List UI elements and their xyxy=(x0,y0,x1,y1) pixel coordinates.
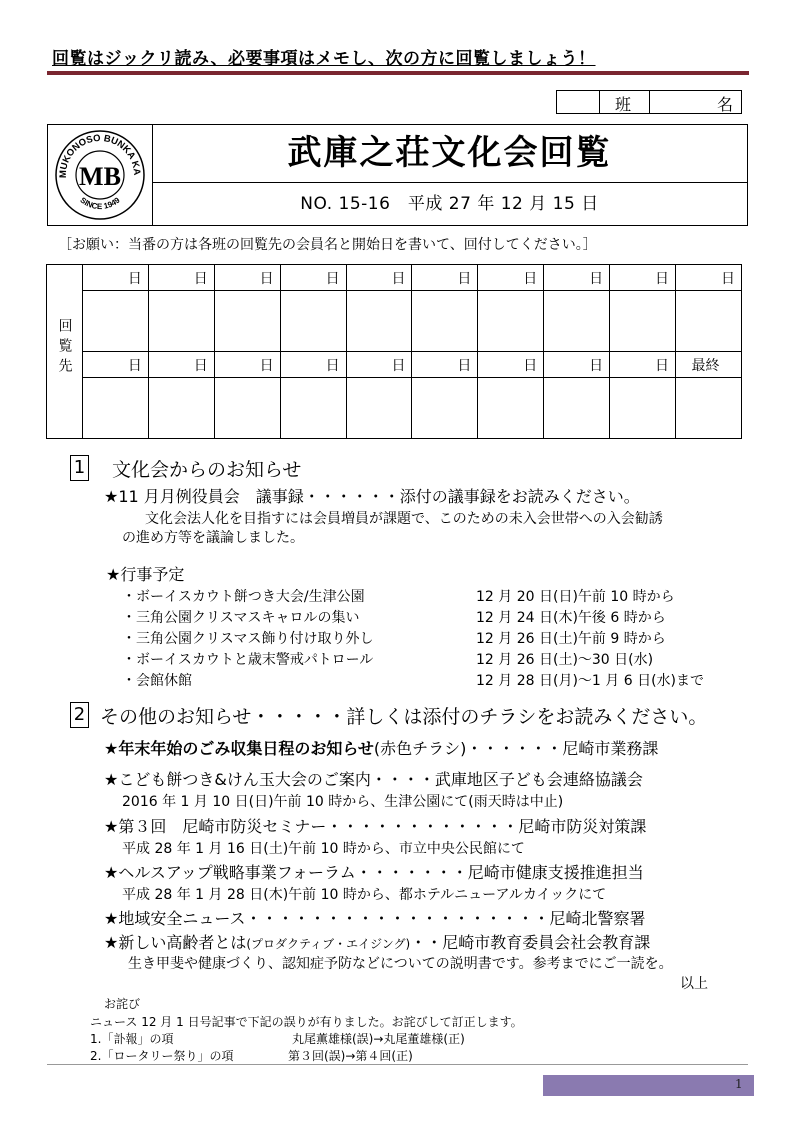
day-cell[interactable]: 日 xyxy=(610,265,676,291)
member-name-cell[interactable] xyxy=(610,291,676,352)
member-name-cell[interactable] xyxy=(478,291,544,352)
member-name-cell[interactable] xyxy=(544,291,610,352)
minutes-body-line-1: 文化会法人化を目指すには会員増員が課題で、このための未入会世帯への入会勧誘 xyxy=(145,511,663,527)
event-name: ・会館休館 xyxy=(122,673,192,689)
day-cell[interactable]: 日 xyxy=(412,265,478,291)
member-name-cell[interactable] xyxy=(148,291,214,352)
day-cell[interactable]: 日 xyxy=(83,352,149,378)
minutes-body-line-2: の進め方等を議論しました。 xyxy=(122,530,304,546)
notice-item xyxy=(104,930,650,953)
notice-tail: (赤色チラシ)・・・・・・尼崎市業務課 xyxy=(373,739,659,758)
correction-fix: 丸尾薫雄様(誤)→丸尾董雄様(正) xyxy=(292,1032,465,1046)
notice-tail: ・・尼崎市教育委員会社会教育課 xyxy=(410,933,651,952)
event-date: 12 月 20 日(日)午前 10 時から xyxy=(476,589,675,605)
day-cell[interactable]: 日 xyxy=(280,352,346,378)
correction-label: 2.「ロータリー祭り」の項 xyxy=(90,1049,234,1063)
day-cell[interactable]: 日 xyxy=(610,352,676,378)
day-cell[interactable]: 日 xyxy=(676,265,742,291)
circulation-label xyxy=(47,265,83,439)
member-name-cell[interactable] xyxy=(148,378,214,439)
circulation-label-text: 回覧先 xyxy=(56,318,73,378)
day-cell[interactable]: 日 xyxy=(280,265,346,291)
notice-item xyxy=(104,736,658,759)
member-name-cell[interactable] xyxy=(676,378,742,439)
notice-item: ★こども餅つき&けん玉大会のご案内・・・・武庫地区子ども会連絡協議会 xyxy=(104,770,643,789)
page-title: 武庫之荘文化会回覧 xyxy=(287,133,612,173)
apology-body: ニュース 12 月 1 日号記事で下記の誤りが有りました。お詫びして訂正します。 xyxy=(90,1015,523,1029)
title-box xyxy=(47,124,748,226)
svg-text:SINCE 1949 xyxy=(78,195,122,211)
member-name-cell[interactable] xyxy=(412,378,478,439)
circulation-instruction-banner: 回覧はジックリ読み、必要事項はメモし、次の方に回覧しましょう！ xyxy=(52,49,596,69)
logo-initials: MB xyxy=(79,162,121,191)
footer-rule xyxy=(47,1064,748,1065)
member-name-cell[interactable] xyxy=(346,378,412,439)
member-name-cell[interactable] xyxy=(478,378,544,439)
day-cell[interactable]: 日 xyxy=(214,352,280,378)
apology-title: お詫び xyxy=(104,997,141,1011)
member-name-cell[interactable] xyxy=(214,291,280,352)
minutes-title: ★11 月月例役員会 議事録・・・・・・添付の議事録をお読みください。 xyxy=(104,487,640,506)
final-cell[interactable]: 最終 xyxy=(676,352,742,378)
notice-item: ★ヘルスアップ戦略事業フォーラム・・・・・・・尼崎市健康支援推進担当 xyxy=(104,863,644,882)
issue-number-date: NO. 15-16 平成 27 年 12 月 15 日 xyxy=(300,194,599,214)
logo-cell xyxy=(48,125,153,225)
notice-item: ★地域安全ニュース・・・・・・・・・・・・・・・・・・・尼崎北警察署 xyxy=(104,909,646,928)
notice-subtitle: (プロダクティブ・エイジング) xyxy=(246,937,411,951)
event-name: ・ボーイスカウトと歳末警戒パトロール xyxy=(122,652,374,668)
member-name-cell[interactable] xyxy=(610,378,676,439)
day-cell[interactable]: 日 xyxy=(478,352,544,378)
circulation-table xyxy=(46,264,742,439)
notice-head: ★新しい高齢者とは xyxy=(104,933,247,952)
correction-fix: 第３回(誤)→第４回(正) xyxy=(288,1049,413,1063)
section-2-number: 2 xyxy=(70,702,89,728)
notice-detail: 2016 年 1 月 10 日(日)午前 10 時から、生津公園にて(雨天時は中止) xyxy=(122,794,564,810)
event-name: ・三角公園クリスマスキャロルの集い xyxy=(122,610,360,626)
class-label: 班 xyxy=(615,95,632,114)
section-1-number: 1 xyxy=(70,455,89,481)
correction-label: 1.「訃報」の項 xyxy=(90,1032,174,1046)
footer-bar xyxy=(543,1075,754,1096)
event-date: 12 月 26 日(土)～30 日(水) xyxy=(476,652,654,668)
logo-arc-text: MUKONOSO BUNKA KA xyxy=(57,132,143,179)
notice-head: ★年末年始のごみ収集日程のお知らせ xyxy=(104,739,374,758)
section-2-title: その他のお知らせ・・・・・詳しくは添付のチラシをお読みください。 xyxy=(100,706,708,728)
member-name-cell[interactable] xyxy=(280,291,346,352)
day-cell[interactable]: 日 xyxy=(214,265,280,291)
name-label: 名 xyxy=(717,95,734,114)
member-name-cell[interactable] xyxy=(280,378,346,439)
notice-detail: 平成 28 年 1 月 28 日(木)午前 10 時から、都ホテルニューアルカイックにて xyxy=(122,887,607,903)
logo-since: SINCE 1949 xyxy=(78,195,122,212)
day-cell[interactable]: 日 xyxy=(478,265,544,291)
day-cell[interactable]: 日 xyxy=(544,265,610,291)
member-name-cell[interactable] xyxy=(676,291,742,352)
closing-ijo: 以上 xyxy=(680,976,708,992)
day-cell[interactable]: 日 xyxy=(544,352,610,378)
member-name-cell[interactable] xyxy=(214,378,280,439)
day-cell[interactable]: 日 xyxy=(148,265,214,291)
member-name-cell[interactable] xyxy=(83,291,149,352)
section-1-title: 文化会からのお知らせ xyxy=(112,459,302,481)
notice-item: ★第３回 尼崎市防災セミナー・・・・・・・・・・・・尼崎市防災対策課 xyxy=(104,817,647,836)
event-name: ・ボーイスカウト餅つき大会/生津公園 xyxy=(122,589,365,605)
member-name-cell[interactable] xyxy=(346,291,412,352)
day-cell[interactable]: 日 xyxy=(83,265,149,291)
club-logo xyxy=(48,125,152,225)
header-rule xyxy=(47,71,749,75)
member-name-cell[interactable] xyxy=(412,291,478,352)
event-date: 12 月 26 日(土)午前 9 時から xyxy=(476,631,666,647)
event-date: 12 月 28 日(月)～1 月 6 日(水)まで xyxy=(476,673,704,689)
events-title: ★行事予定 xyxy=(106,565,185,584)
notice-detail: 生き甲斐や健康づくり、認知症予防などについての説明書です。参考までにご一読を。 xyxy=(128,956,673,972)
day-cell[interactable]: 日 xyxy=(148,352,214,378)
member-name-cell[interactable] xyxy=(544,378,610,439)
event-name: ・三角公園クリスマス飾り付け取り外し xyxy=(122,631,374,647)
event-date: 12 月 24 日(木)午後 6 時から xyxy=(476,610,666,626)
day-cell[interactable]: 日 xyxy=(346,352,412,378)
member-name-cell[interactable] xyxy=(83,378,149,439)
day-cell[interactable]: 日 xyxy=(412,352,478,378)
class-name-box xyxy=(556,90,742,114)
notice-detail: 平成 28 年 1 月 16 日(土)午前 10 時から、市立中央公民館にて xyxy=(122,841,525,857)
request-note: ［お願い：当番の方は各班の回覧先の会員名と開始日を書いて、回付してください。］ xyxy=(58,237,597,253)
page-number: 1 xyxy=(735,1077,743,1091)
day-cell[interactable]: 日 xyxy=(346,265,412,291)
